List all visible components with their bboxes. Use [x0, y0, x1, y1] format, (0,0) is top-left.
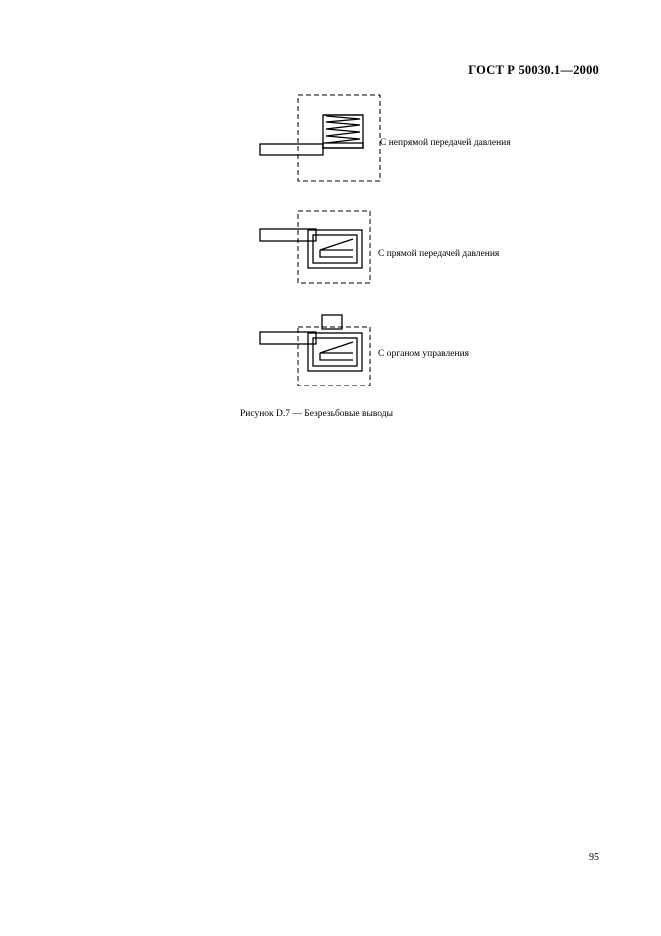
figure-indirect-pressure	[250, 93, 550, 183]
figure-with-actuator-label: С органом управления	[378, 349, 470, 359]
figure-with-actuator	[250, 313, 550, 386]
figure-direct-pressure-drawing	[250, 209, 550, 287]
page-number: 95	[589, 852, 599, 863]
figure-caption: Рисунок D.7 — Безрезьбовые выводы	[240, 409, 394, 419]
figure-direct-pressure	[250, 209, 550, 287]
figure-direct-pressure-label: С прямой передачей давления	[378, 249, 500, 259]
figure-indirect-pressure-label: С непрямой передачей давления	[380, 138, 511, 148]
standard-header: ГОСТ Р 50030.1—2000	[468, 63, 599, 77]
